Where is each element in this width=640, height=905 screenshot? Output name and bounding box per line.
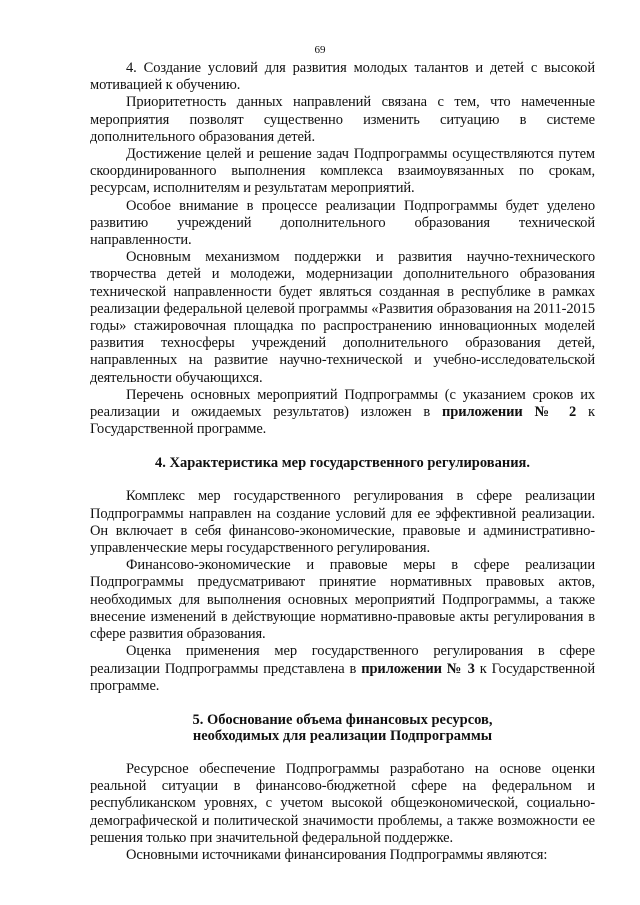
page-number: 69 [314,44,326,56]
paragraph-resource-provision: Ресурсное обеспечение Подпрограммы разработано на основе оценки реальной ситуации в финансово-бюджетной сфере на федеральном и республиканском уровнях, с учетом высокой общеэкономической, социально-демографической и политической значимости проблемы, а также возможности ее решения только при значительной федеральной поддержке. [90,760,595,846]
paragraph-talents: 4. Создание условий для развития молодых талантов и детей с высокой мотивацией к обучению. [90,60,595,94]
paragraph-regulation-complex: Комплекс мер государственного регулирования в сфере реализации Подпрограммы направлен на создание условий для ее эффективной реализации. Он включает в себя финансово-экономические, правовые и административно-управленческие меры государственного регулирования. [90,488,595,557]
paragraph-priority: Приоритетность данных направлений связана с тем, что намеченные мероприятия позволят существенно изменить ситуацию в системе дополнительного образования детей. [90,94,595,145]
paragraph-regulation-assessment [90,643,595,695]
section-4-heading: 4. Характеристика мер государственного регулирования. [154,455,531,472]
paragraph-funding-sources: Основными источниками финансирования Подпрограммы являются: [126,846,548,863]
appendix-2-reference: приложении № 2 [442,404,577,421]
text-run: Оценка применения мер государственного регулирования в сфере реализации Подпрограммы представлена в [90,643,595,677]
paragraph-attention: Особое внимание в процессе реализации Подпрограммы будет уделено развитию учреждений дополнительного образования технической направленности. [90,197,595,249]
paragraph-mechanism: Основным механизмом поддержки и развития научно-технического творчества детей и молодежи, модернизации дополнительного образования технической направленности будет являться созданная в республике в рамках реализации федеральной целевой программы «Развития образования на 2011-2015 годы» стажировочная площадка по распространению инновационных моделей развития техносферы учреждений дополнительного образования детей, направленных на развитие научно-технической и учебно-исследовательской деятельности обучающихся. [90,249,595,386]
text-run: к Государственной программе. [90,404,595,438]
text-run: Перечень основных мероприятий Подпрограммы (с указанием сроков их реализации и ожидаемых результатов) изложен в [90,386,595,421]
paragraph-activities-list [90,387,595,439]
text-run: к Государственной программе. [90,660,595,694]
appendix-3-reference: приложении № 3 [361,660,475,677]
section-5-heading-line-1: 5. Обоснование объема финансовых ресурсов, [192,711,493,728]
document-body [90,60,595,864]
section-5-heading-line-2: необходимых для реализации Подпрограммы [192,727,493,744]
paragraph-financial-legal: Финансово-экономические и правовые меры в сфере реализации Подпрограммы предусматривают принятие нормативных правовых актов, необходимых для выполнения основных мероприятий Подпрограммы, а также внесение изменений в действующие нормативно-правовые акты регулирования в сфере развития образования. [90,557,595,643]
paragraph-goals: Достижение целей и решение задач Подпрограммы осуществляются путем скоординированного выполнения комплекса взаимоувязанных по срокам, ресурсам, исполнителям и результатам мероприятий. [90,146,595,197]
